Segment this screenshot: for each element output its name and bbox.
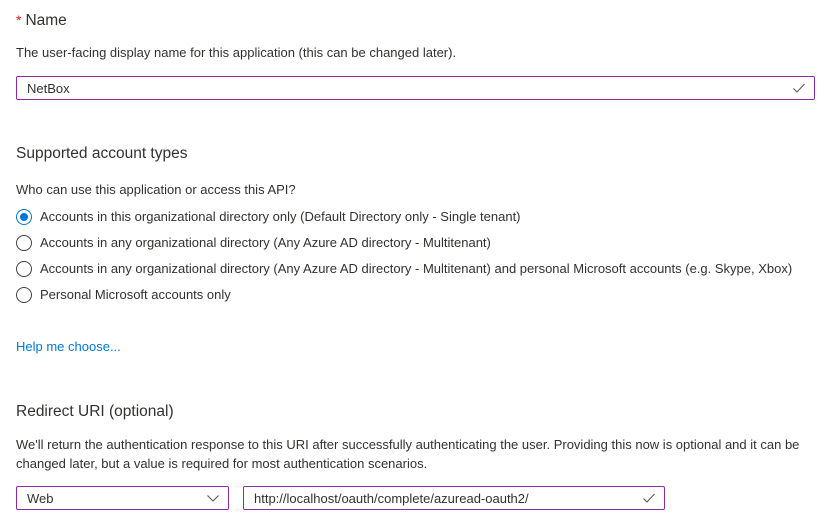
redirect-uri-title: Redirect URI (optional): [16, 403, 174, 420]
radio-selected-icon: [16, 209, 32, 225]
name-section-title: [16, 10, 815, 31]
account-types-radio-group: [16, 208, 815, 304]
checkmark-icon: [791, 80, 807, 96]
redirect-uri-input-value: http://localhost/oauth/complete/azuread-oauth2/: [254, 490, 529, 506]
redirect-uri-row: [16, 486, 815, 510]
radio-option-multitenant[interactable]: [16, 234, 815, 252]
platform-select[interactable]: [16, 486, 229, 510]
radio-unselected-icon: [16, 235, 32, 251]
account-types-title: Supported account types: [16, 145, 188, 162]
platform-select-value: Web: [27, 490, 54, 506]
radio-option-label: Accounts in any organizational directory (Any Azure AD directory - Multitenant) and personal Microsoft accounts (e.g. Skype, Xbox): [40, 261, 793, 276]
radio-option-multitenant-personal[interactable]: [16, 260, 815, 278]
radio-option-label: Personal Microsoft accounts only: [40, 287, 231, 302]
radio-option-single-tenant[interactable]: [16, 208, 815, 226]
radio-option-label: Accounts in this organizational directory only (Default Directory only - Single tenant): [40, 209, 521, 224]
radio-option-personal-only[interactable]: [16, 286, 815, 304]
radio-unselected-icon: [16, 261, 32, 277]
app-name-input-value: NetBox: [27, 80, 70, 96]
required-asterisk: *: [16, 12, 22, 28]
redirect-uri-input[interactable]: [243, 486, 665, 510]
radio-unselected-icon: [16, 287, 32, 303]
name-title-text: Name: [25, 12, 67, 29]
radio-option-label: Accounts in any organizational directory (Any Azure AD directory - Multitenant): [40, 235, 491, 250]
account-types-question: Who can use this application or access this API?: [16, 182, 296, 197]
app-name-input[interactable]: [16, 76, 815, 100]
redirect-uri-description: We'll return the authentication response to this URI after successfully authenticating the user. Providing this now is optional and it can be changed later, but a value is required for most authentication scenarios.: [16, 437, 800, 471]
name-description: The user-facing display name for this application (this can be changed later).: [16, 45, 457, 60]
chevron-down-icon: [205, 490, 221, 506]
help-me-choose-link[interactable]: Help me choose...: [16, 339, 121, 354]
checkmark-icon: [641, 490, 657, 506]
